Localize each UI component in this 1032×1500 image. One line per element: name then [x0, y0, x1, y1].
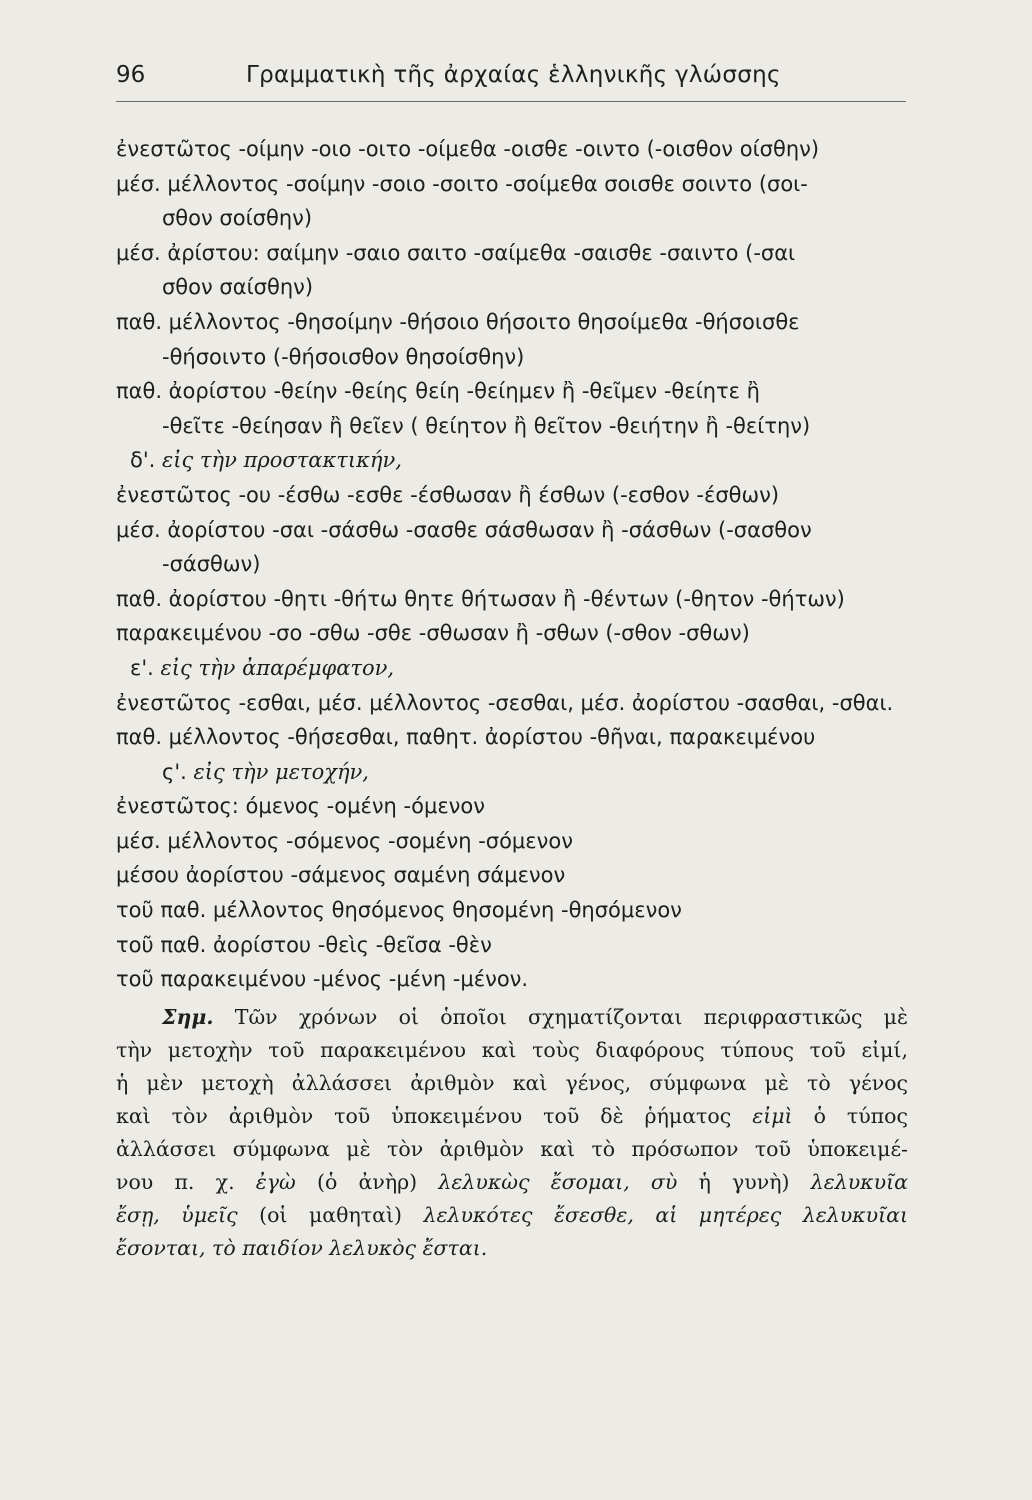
section-heading-imperative: [116, 443, 908, 478]
note-emphasis: εἰμὶ: [752, 1103, 793, 1128]
text-line: μέσ. μέλλοντος -σόμενος -σομένη -σόμενον: [116, 828, 573, 853]
text-line: παθ. ἀορίστου -θητι -θήτω θητε θήτωσαν ἢ -θέντων (-θητον -θήτων): [116, 586, 845, 611]
text-line: παρακειμένου -σο -σθω -σθε -σθωσαν ἢ -σθων (-σθον -σθων): [116, 621, 750, 646]
note-emphasis: λελυκυῖα: [810, 1169, 908, 1194]
text-line: ἐνεστῶτος -οίμην -οιο -οιτο -οίμεθα -οισθε -οιντο (-οισθον οίσθην): [116, 137, 820, 161]
text-line: μέσ. μέλλοντος -σοίμην -σοιο -σοιτο -σοίμεθα σοισθε σοιντο (σοι-: [116, 171, 808, 196]
note-emphasis: ἐγὼ: [255, 1169, 296, 1194]
note-line: [116, 1100, 908, 1133]
note-text: ὁ τύπος: [813, 1103, 908, 1128]
note-emphasis: λελυκὼς ἔσομαι, σὺ: [438, 1169, 678, 1194]
text-line: σθον σαίσθην): [162, 275, 314, 300]
text-line: τοῦ παρακειμένου -μένος -μένη -μένον.: [116, 967, 529, 992]
section-heading-infinitive: [116, 651, 908, 686]
page-body: [116, 132, 908, 1265]
note-text: καὶ τὸν ἀριθμὸν τοῦ ὑποκειμένου τοῦ δὲ ῥήματος: [116, 1103, 732, 1128]
note-line: ἀλλάσσει σύμφωνα μὲ τὸν ἀριθμὸν καὶ τὸ πρόσωπον τοῦ ὑποκειμέ-: [116, 1136, 908, 1161]
text-line: τοῦ παθ. μέλλοντος θησόμενος θησομένη -θησόμενον: [116, 898, 682, 923]
text-line: ἐνεστῶτος: όμενος -ομένη -όμενον: [116, 794, 485, 819]
text-line: ἐνεστῶτος -ου -έσθω -εσθε -έσθωσαν ἢ έσθων (-εσθον -έσθων): [116, 482, 780, 507]
header-rule: [116, 101, 906, 102]
text-line: σθον σοίσθην): [162, 206, 313, 231]
text-line: παθ. μέλλοντος -θησοίμην -θήσοιο θήσοιτο θησοίμεθα -θήσοισθε: [116, 309, 800, 334]
text-line: μέσου ἀορίστου -σάμενος σαμένη σάμενον: [116, 863, 566, 888]
note-label: Σημ.: [162, 1004, 214, 1029]
note-text: Τῶν χρόνων οἱ ὁποῖοι σχηματίζονται περιφραστικῶς μὲ: [234, 1004, 908, 1029]
text-line: παθ. ἀορίστου -θείην -θείης θείη -θείημεν ἢ -θεῖμεν -θείητε ἢ: [116, 379, 760, 404]
text-line: μέσ. ἀρίστου: σαίμην -σαιο σαιτο -σαίμεθα -σαισθε -σαιντο (-σαι: [116, 240, 796, 265]
section-title: εἰς τὴν μετοχήν,: [193, 759, 369, 784]
note-text: νου π. χ.: [116, 1169, 235, 1194]
note-text: ἡ γυνὴ): [698, 1169, 790, 1194]
section-number: ε'.: [130, 655, 154, 680]
note-line: [116, 1166, 908, 1199]
text-line: μέσ. ἀορίστου -σαι -σάσθω -σασθε σάσθωσαν ἢ -σάσθων (-σασθον: [116, 517, 812, 542]
note-line: [116, 1199, 908, 1232]
note-text: (ὁ ἀνὴρ): [316, 1169, 418, 1194]
note-line: [116, 1232, 908, 1265]
text-line: ἐνεστῶτος -εσθαι, μέσ. μέλλοντος -σεσθαι, μέσ. ἀορίστου -σασθαι, -σθαι.: [116, 690, 894, 715]
note-section: [116, 1001, 908, 1265]
note-emphasis: ἔσῃ, ὑμεῖς: [116, 1202, 238, 1227]
text-line: -θήσοιντο (-θήσοισθον θησοίσθην): [162, 344, 525, 369]
note-line: τὴν μετοχὴν τοῦ παρακειμένου καὶ τοὺς διαφόρους τύπους τοῦ εἰμί,: [116, 1037, 908, 1062]
note-text: (οἱ μαθηταὶ): [259, 1202, 402, 1227]
section-number: δ'.: [130, 448, 156, 473]
text-line: -θεῖτε -θείησαν ἢ θεῖεν ( θείητον ἢ θεῖτον -θειήτην ἢ -θείτην): [162, 413, 811, 438]
text-line: τοῦ παθ. ἀορίστου -θεὶς -θεῖσα -θὲν: [116, 932, 492, 957]
text-line: παθ. μέλλοντος -θήσεσθαι, παθητ. ἀορίστου -θῆναι, παρακειμένου: [116, 725, 816, 750]
section-title: εἰς τὴν προστακτικήν,: [161, 448, 402, 473]
section-number: ς'.: [162, 759, 187, 784]
note-emphasis: ἔσονται, τὸ παιδίον λελυκὸς ἔσται.: [116, 1235, 488, 1260]
section-heading-participle: [116, 755, 908, 790]
page-number: 96: [116, 62, 146, 88]
running-title: Γραμματικὴ τῆς ἀρχαίας ἑλληνικῆς γλώσσης: [246, 62, 781, 88]
note-line: ἡ μὲν μετοχὴ ἀλλάσσει ἀριθμὸν καὶ γένος, σύμφωνα μὲ τὸ γένος: [116, 1070, 908, 1095]
note-emphasis: λελυκότες ἔσεσθε, αἱ μητέρες λελυκυῖαι: [423, 1202, 908, 1227]
text-line: -σάσθων): [162, 552, 261, 577]
section-title: εἰς τὴν ἀπαρέμφατον,: [160, 655, 395, 680]
note-line: [116, 1001, 908, 1034]
